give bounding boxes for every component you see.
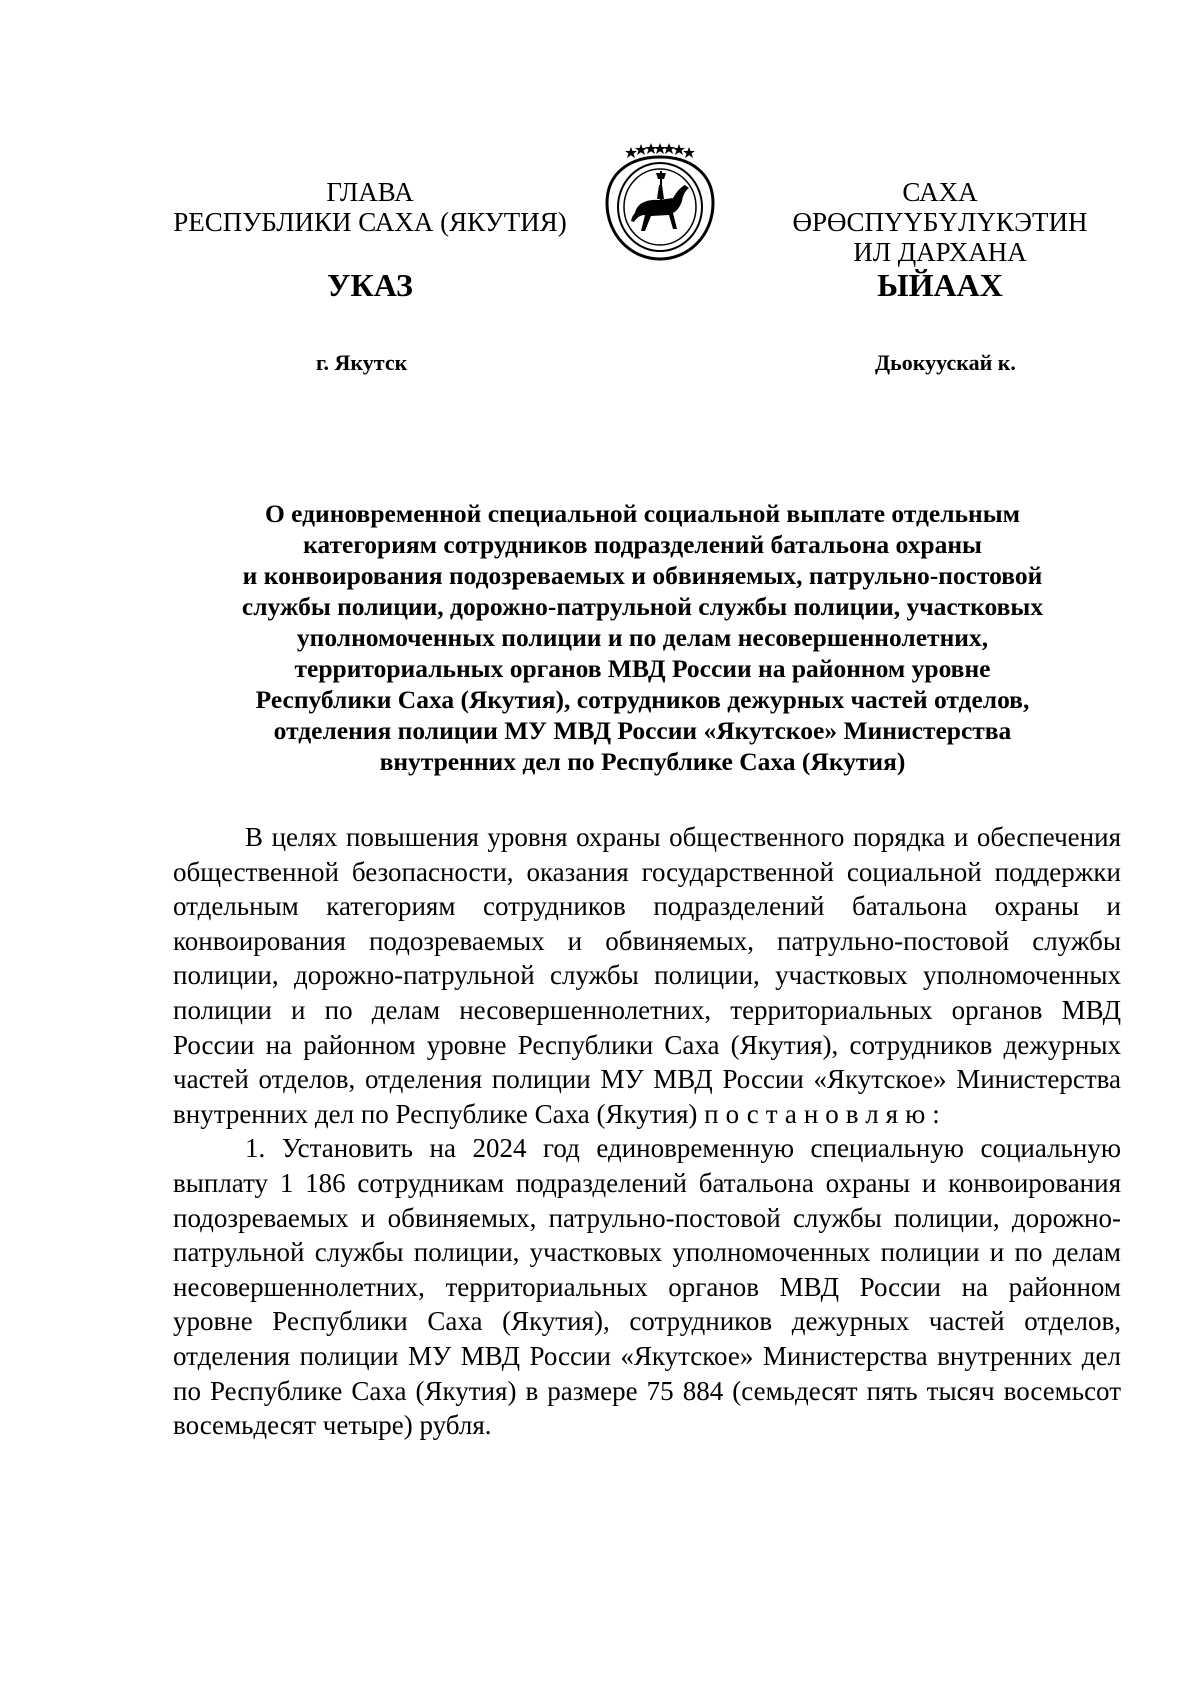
title-line: службы полиции, дорожно-патрульной службы полиции, участковых <box>241 592 1044 621</box>
issuer-russian-line2: РЕСПУБЛИКИ САХА (ЯКУТИЯ) <box>173 207 567 237</box>
title-line: территориальных органов МВД России на районном уровне <box>294 654 991 683</box>
title-line: уполномоченных полиции и по делам несовершеннолетних, <box>296 623 989 652</box>
title-line: внутренних дел по Республике Саха (Якутия) <box>379 747 906 776</box>
doc-type-russian: УКАЗ <box>327 267 413 303</box>
title-line: категориям сотрудников подразделений батальона охраны <box>303 530 982 559</box>
preamble-text: В целях повышения уровня охраны общественного порядка и обеспечения общественной безопасности, оказания государственной социальной поддержки отдельным категориям сотрудников подразделений батальона охраны и конвоирования подозреваемых и обвиняемых, патрульно-постовой службы полиции, дорожно-патрульной службы полиции, участковых уполномоченных полиции и по делам несовершеннолетних, территориальных органов МВД России на районном уровне Республики Саха (Якутия), сотрудников дежурных частей отделов, отделения полиции МУ МВД России «Якутское» Министерства внутренних дел по Республике Саха (Якутия) <box>173 822 1121 1129</box>
title-line: О единовременной специальной социальной выплате отдельным <box>264 499 1021 528</box>
decree-title <box>165 498 1120 777</box>
place-yakut: Дьокуускай к. <box>875 350 1016 375</box>
place-russian: г. Якутск <box>316 350 408 375</box>
issuer-russian <box>170 177 570 237</box>
decree-word: постановляю: <box>704 1098 947 1129</box>
republic-emblem-icon <box>585 143 735 263</box>
issuer-russian-line1: ГЛАВА <box>326 177 414 207</box>
title-line: Республики Саха (Якутия), сотрудников дежурных частей отделов, <box>255 685 1030 714</box>
doc-type-yakut: ЫЙААХ <box>877 267 1003 303</box>
issuer-yakut-line2: ИЛ ДАРХАНА <box>853 237 1027 267</box>
preamble-paragraph <box>173 820 1121 1131</box>
issuer-yakut-line1: САХА ӨРӨСПҮҮБҮЛҮКЭТИН <box>792 177 1088 237</box>
issuer-yakut <box>755 177 1125 267</box>
decree-body <box>173 820 1121 1443</box>
clause-1-paragraph: 1. Установить на 2024 год единовременную специальную социальную выплату 1 186 сотрудникам подразделений батальона охраны и конвоирования подозреваемых и обвиняемых, патрульно-постовой службы полиции, дорожно-патрульной службы полиции, участковых уполномоченных полиции и по делам несовершеннолетних, территориальных органов МВД России на районном уровне Республики Саха (Якутия), сотрудников дежурных частей отделов, отделения полиции МУ МВД России «Якутское» Министерства внутренних дел по Республике Саха (Якутия) в размере 75 884 (семьдесят пять тысяч восемьсот восемьдесят четыре) рубля. <box>173 1133 1121 1441</box>
title-line: отделения полиции МУ МВД России «Якутское» Министерства <box>273 716 1012 745</box>
title-line: и конвоирования подозреваемых и обвиняемых, патрульно-постовой <box>242 561 1043 590</box>
